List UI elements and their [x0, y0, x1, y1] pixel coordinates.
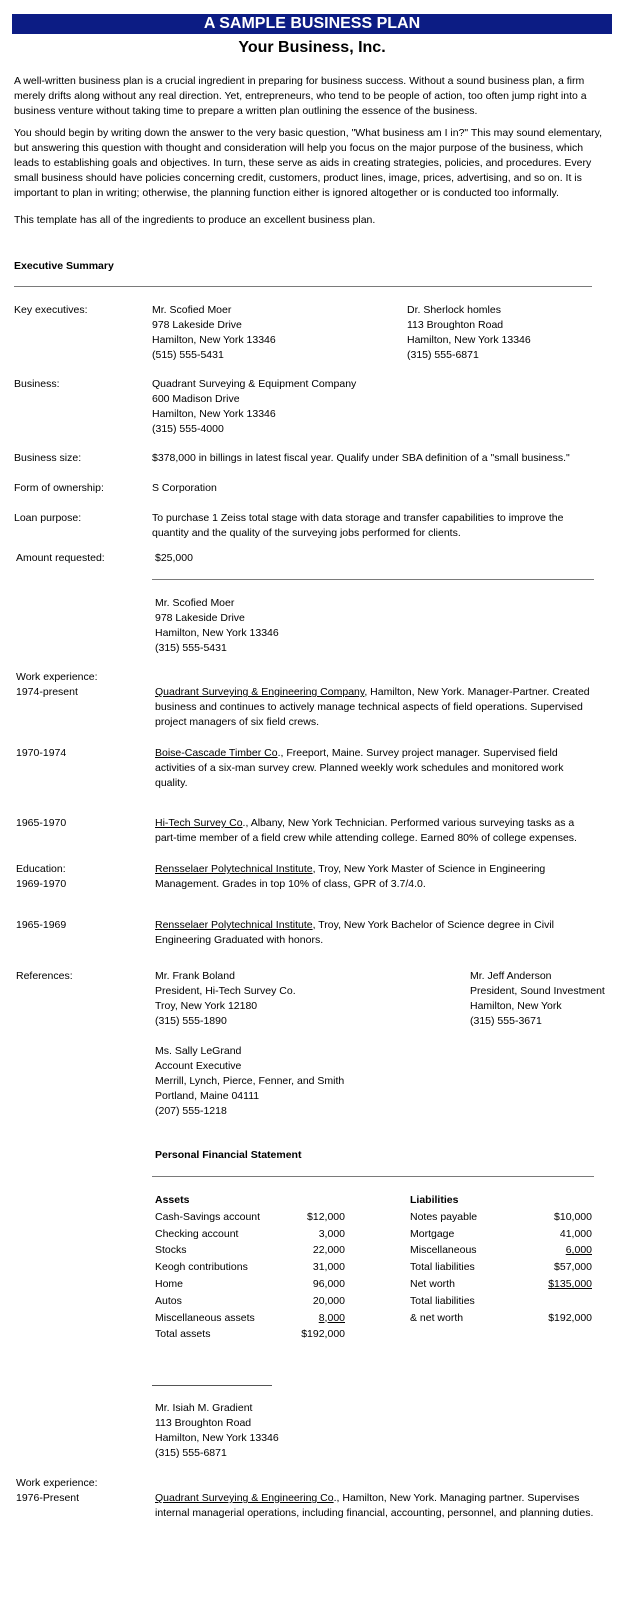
liability-row: Notes payable $10,000: [410, 1210, 592, 1223]
asset-row: Keogh contributions 31,000: [155, 1261, 345, 1274]
executive-summary-heading: Executive Summary: [14, 260, 114, 272]
job-organization[interactable]: Quadrant Surveying & Engineering Co: [155, 1492, 334, 1504]
business-address: Quadrant Surveying & Equipment Company 600 Madison Drive Hamilton, New York 13346 (315) 555-4000: [152, 378, 357, 435]
asset-row: Checking account 3,000: [155, 1227, 345, 1240]
job-3-period: 1965-1970: [16, 817, 67, 829]
job-2-period: 1970-1974: [16, 747, 67, 759]
asset-row: Miscellaneous assets 8,000: [155, 1311, 345, 1324]
job-1-description: Quadrant Surveying & Engineering Company, Hamilton, New York. Manager-Partner. Created business and continues to actively manage technical aspects of field operations. Supervised project managers of six field crews.: [155, 686, 590, 728]
job-1-period: 1974-present: [16, 686, 78, 698]
business-size-label: Business size:: [14, 452, 82, 464]
assets-heading: Assets: [155, 1194, 190, 1206]
key-executives-label: Key executives:: [14, 304, 88, 316]
job-description: Quadrant Surveying & Engineering Co., Hamilton, New York. Managing partner. Supervises internal managerial operations, including financial, accounting, personnel, and planning duties.: [155, 1492, 594, 1519]
education-1-organization[interactable]: Rensselaer Polytechnical Institute: [155, 863, 313, 875]
liabilities-table: [410, 1192, 592, 1326]
business-label: Business:: [14, 378, 60, 390]
education-1-period: 1969-1970: [16, 878, 67, 890]
reference-2: Mr. Jeff Anderson President, Sound Investment Hamilton, New York (315) 555-3671: [470, 970, 605, 1027]
education-1-description: Rensselaer Polytechnical Institute, Troy, New York Master of Science in Engineering Management. Grades in top 10% of class, GPR of 3.7/4.0.: [155, 863, 546, 890]
amount-requested-label: Amount requested:: [16, 552, 105, 564]
net-worth-row: Net worth $135,000: [410, 1277, 592, 1290]
asset-row: Cash-Savings account $12,000: [155, 1210, 345, 1223]
business-size-value: $378,000 in billings in latest fiscal year. Qualify under SBA definition of a "small business.": [152, 452, 570, 464]
intro-paragraph-2: You should begin by writing down the answer to the very basic question, "What business am I in?" This may sound elementary, but answering this question with thought and consideration will help you focus on the major purpose of the business, which leads to establishing goals and objectives. In turn, these serve as aids in creating strategies, policies, and procedures. Every small business should have policies concerning credit, customers, product lines, image, prices, advertising, and so on. It is important to plan in writing; otherwise, the planning function either is ignored altogether or is conducted too informally.: [14, 127, 602, 199]
company-name: Your Business, Inc.: [238, 39, 386, 56]
liability-row: Mortgage 41,000: [410, 1227, 592, 1240]
liability-row: Miscellaneous 6,000: [410, 1244, 592, 1257]
reference-3: Ms. Sally LeGrand Account Executive Merrill, Lynch, Pierce, Fenner, and Smith Portland, Maine 04111 (207) 555-1218: [155, 1045, 345, 1117]
asset-row: Stocks 22,000: [155, 1244, 345, 1257]
work-experience-label: Work experience:: [16, 1477, 98, 1489]
education-2-period: 1965-1969: [16, 919, 67, 931]
ownership-value: S Corporation: [152, 482, 217, 494]
loan-purpose-value: To purchase 1 Zeiss total stage with data storage and transfer capabilities to improve the quantity and the quality of the surveying jobs performed for clients.: [152, 512, 564, 539]
work-experience-label: Work experience:: [16, 671, 98, 683]
loan-purpose-label: Loan purpose:: [14, 512, 82, 524]
financial-statement-heading: Personal Financial Statement: [155, 1149, 302, 1161]
document-title-banner: A SAMPLE BUSINESS PLAN: [12, 14, 612, 34]
executive-1-contact: Mr. Scofied Moer 978 Lakeside Drive Hamilton, New York 13346 (515) 555-5431: [152, 304, 276, 361]
references-label: References:: [16, 970, 73, 982]
job-1-organization[interactable]: Quadrant Surveying & Engineering Company: [155, 686, 365, 698]
reference-1: Mr. Frank Boland President, Hi-Tech Survey Co. Troy, New York 12180 (315) 555-1890: [155, 970, 296, 1027]
section-divider: [152, 579, 594, 580]
section-divider: [152, 1176, 594, 1177]
intro-paragraph-3: This template has all of the ingredients to produce an excellent business plan.: [14, 214, 376, 226]
amount-requested-value: $25,000: [155, 552, 193, 564]
liabilities-heading: Liabilities: [410, 1194, 459, 1206]
ownership-label: Form of ownership:: [14, 482, 104, 494]
job-2-organization[interactable]: Boise-Cascade Timber Co: [155, 747, 278, 759]
signature-line: [152, 1385, 272, 1386]
assets-table: [155, 1192, 345, 1343]
section-divider: [14, 286, 592, 287]
total-assets-row: Total assets $192,000: [155, 1328, 345, 1341]
intro-paragraph-1: A well-written business plan is a crucial ingredient in preparing for business success. Without a sound business plan, a firm merely drifts along without any real direction. Yet, entrepreneurs, who tend to be people of action, too often jump right into a business venture without taking time to prepare a written plan outlining the essence of the business.: [14, 75, 587, 117]
job-period: 1976-Present: [16, 1492, 80, 1504]
asset-row: Autos 20,000: [155, 1294, 345, 1307]
job-2-description: Boise-Cascade Timber Co., Freeport, Maine. Survey project manager. Supervised field activities of a six-man survey crew. Planned weekly work schedules and monitored work quality.: [155, 747, 564, 789]
asset-row: Home 96,000: [155, 1277, 345, 1290]
executive-2-contact: Dr. Sherlock homles 113 Broughton Road Hamilton, New York 13346 (315) 555-6871: [407, 304, 531, 361]
total-liabilities-net-worth-row: & net worth $192,000: [410, 1311, 592, 1324]
resume-1-contact: Mr. Scofied Moer 978 Lakeside Drive Hamilton, New York 13346 (315) 555-5431: [155, 597, 279, 654]
resume-2-contact: Mr. Isiah M. Gradient 113 Broughton Road Hamilton, New York 13346 (315) 555-6871: [155, 1402, 279, 1459]
education-2-description: Rensselaer Polytechnical Institute, Troy, New York Bachelor of Science degree in Civil Engineering Graduated with honors.: [155, 919, 555, 946]
education-label: Education:: [16, 863, 66, 875]
job-3-organization[interactable]: Hi-Tech Survey Co: [155, 817, 243, 829]
total-liabilities-net-worth-label: Total liabilities: [410, 1294, 475, 1307]
education-2-organization[interactable]: Rensselaer Polytechnical Institute: [155, 919, 313, 931]
total-liabilities-row: Total liabilities $57,000: [410, 1261, 592, 1274]
job-3-description: Hi-Tech Survey Co., Albany, New York Technician. Performed various surveying tasks as a part-time member of a field crew while attending college. Earned 80% of college expenses.: [155, 817, 577, 844]
